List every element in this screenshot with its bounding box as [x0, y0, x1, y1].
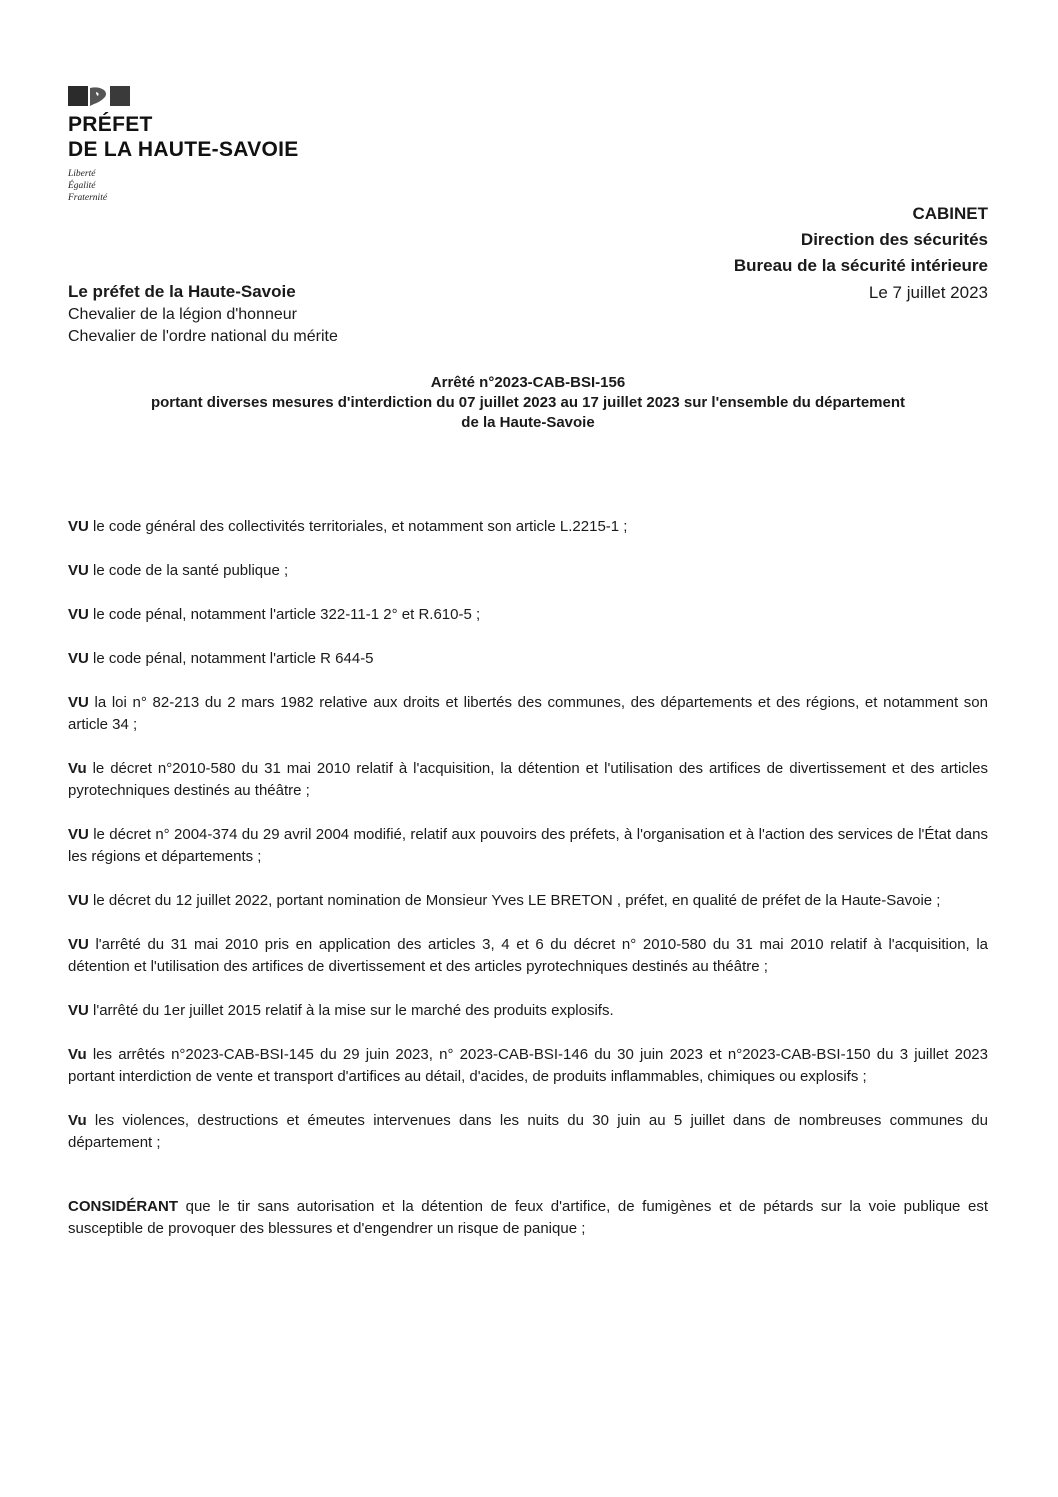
paragraph-keyword: VU [68, 694, 89, 711]
paragraph-text: la loi n° 82-213 du 2 mars 1982 relative aux droits et libertés des communes, des départements et des régions, et notamment son article 34 ; [68, 694, 988, 733]
motto-fraternite: Fraternité [68, 193, 108, 203]
paragraph-text: l'arrêté du 1er juillet 2015 relatif à la mise sur le marché des produits explosifs. [88, 1002, 614, 1019]
paragraph-text: l'arrêté du 31 mai 2010 pris en application des articles 3, 4 et 6 du décret n° 2010-580 du 31 mai 2010 relatif à l'acquisition, la détention et l'utilisation des artifices de divertissement et des articles pyrotechniques destinés au théâtre ; [68, 936, 988, 975]
legal-paragraph [68, 1000, 988, 1022]
paragraph-keyword: VU [68, 518, 89, 535]
service-cabinet: CABINET [912, 204, 988, 223]
paragraph-text: le code pénal, notamment l'article 322-11-1 2° et R.610-5 ; [88, 606, 481, 623]
service-bureau: Bureau de la sécurité intérieure [733, 256, 988, 275]
legal-paragraph [68, 604, 988, 626]
prefecture-title-line2: DE LA HAUTE-SAVOIE [68, 138, 299, 161]
paragraph-text: le code général des collectivités territoriales, et notamment son article L.2215-1 ; [88, 518, 628, 535]
legal-paragraph [68, 1110, 988, 1154]
legal-paragraph [68, 758, 988, 802]
paragraph-text: le code pénal, notamment l'article R 644-5 [88, 650, 374, 667]
legal-paragraph [68, 560, 988, 582]
motto-egalite: Égalité [68, 181, 96, 191]
paragraph-text: le décret n° 2004-374 du 29 avril 2004 modifié, relatif aux pouvoirs des préfets, à l'organisation et à l'action des services de l'État dans les régions et départements ; [68, 826, 988, 865]
legal-body [68, 516, 988, 1262]
paragraph-text: le décret n°2010-580 du 31 mai 2010 relatif à l'acquisition, la détention et l'utilisation des artifices de divertissement et des articles pyrotechniques destinés au théâtre ; [68, 760, 988, 799]
paragraph-keyword: VU [68, 936, 89, 953]
paragraph-keyword: Vu [68, 1046, 87, 1063]
issuer-title-1: Chevalier de la légion d'honneur [68, 306, 297, 323]
paragraph-keyword: CONSIDÉRANT [68, 1198, 179, 1215]
legal-paragraph [68, 516, 988, 538]
prefecture-logo [68, 86, 299, 204]
paragraph-keyword: Vu [68, 1112, 87, 1129]
prefecture-title-line1: PRÉFET [68, 113, 153, 136]
issuer-title-2: Chevalier de l'ordre national du mérite [68, 328, 338, 345]
service-direction: Direction des sécurités [800, 230, 988, 249]
paragraph-text: le code de la santé publique ; [88, 562, 289, 579]
paragraph-text: le décret du 12 juillet 2022, portant nomination de Monsieur Yves LE BRETON , préfet, en qualité de préfet de la Haute-Savoie ; [88, 892, 941, 909]
legal-paragraph [68, 692, 988, 736]
paragraph-keyword: Vu [68, 760, 87, 777]
arrete-number: Arrêté n°2023-CAB-BSI-156 [430, 374, 626, 391]
legal-paragraph [68, 648, 988, 670]
marianne-icon [68, 86, 130, 106]
paragraph-text: les violences, destructions et émeutes intervenues dans les nuits du 30 juin au 5 juillet dans de nombreuses communes du département ; [68, 1112, 988, 1151]
prefecture-title [68, 112, 299, 162]
motto-liberte: Liberté [68, 169, 96, 179]
paragraph-keyword: VU [68, 1002, 89, 1019]
document-date: Le 7 juillet 2023 [868, 283, 988, 302]
arrete-subject-line1: portant diverses mesures d'interdiction du 07 juillet 2023 au 17 juillet 2023 sur l'ensemble du département [150, 394, 906, 411]
legal-paragraph [68, 1044, 988, 1088]
paragraph-text: les arrêtés n°2023-CAB-BSI-145 du 29 juin 2023, n° 2023-CAB-BSI-146 du 30 juin 2023 et n°2023-CAB-BSI-150 du 3 juillet 2023 portant interdiction de vente et transport d'artifices au détail, d'acides, de produits inflammables, chimiques ou explosifs ; [68, 1046, 988, 1085]
paragraph-text: que le tir sans autorisation et la détention de feux d'artifice, de fumigènes et de pétards sur la voie publique est susceptible de provoquer des blessures et d'engendrer un risque de panique ; [68, 1198, 988, 1237]
issuer-block [68, 280, 338, 348]
arrete-subject-line2: de la Haute-Savoie [461, 414, 595, 431]
paragraph-keyword: VU [68, 650, 89, 667]
paragraph-keyword: VU [68, 606, 89, 623]
paragraph-keyword: VU [68, 826, 89, 843]
issuer-name: Le préfet de la Haute-Savoie [68, 282, 296, 301]
legal-paragraph [68, 934, 988, 978]
paragraph-keyword: VU [68, 892, 89, 909]
service-header [734, 201, 988, 306]
paragraph-keyword: VU [68, 562, 89, 579]
legal-paragraph [68, 824, 988, 868]
considerant-paragraph [68, 1196, 988, 1240]
republic-motto [68, 168, 299, 204]
legal-paragraph [68, 890, 988, 912]
arrete-heading [68, 373, 988, 433]
